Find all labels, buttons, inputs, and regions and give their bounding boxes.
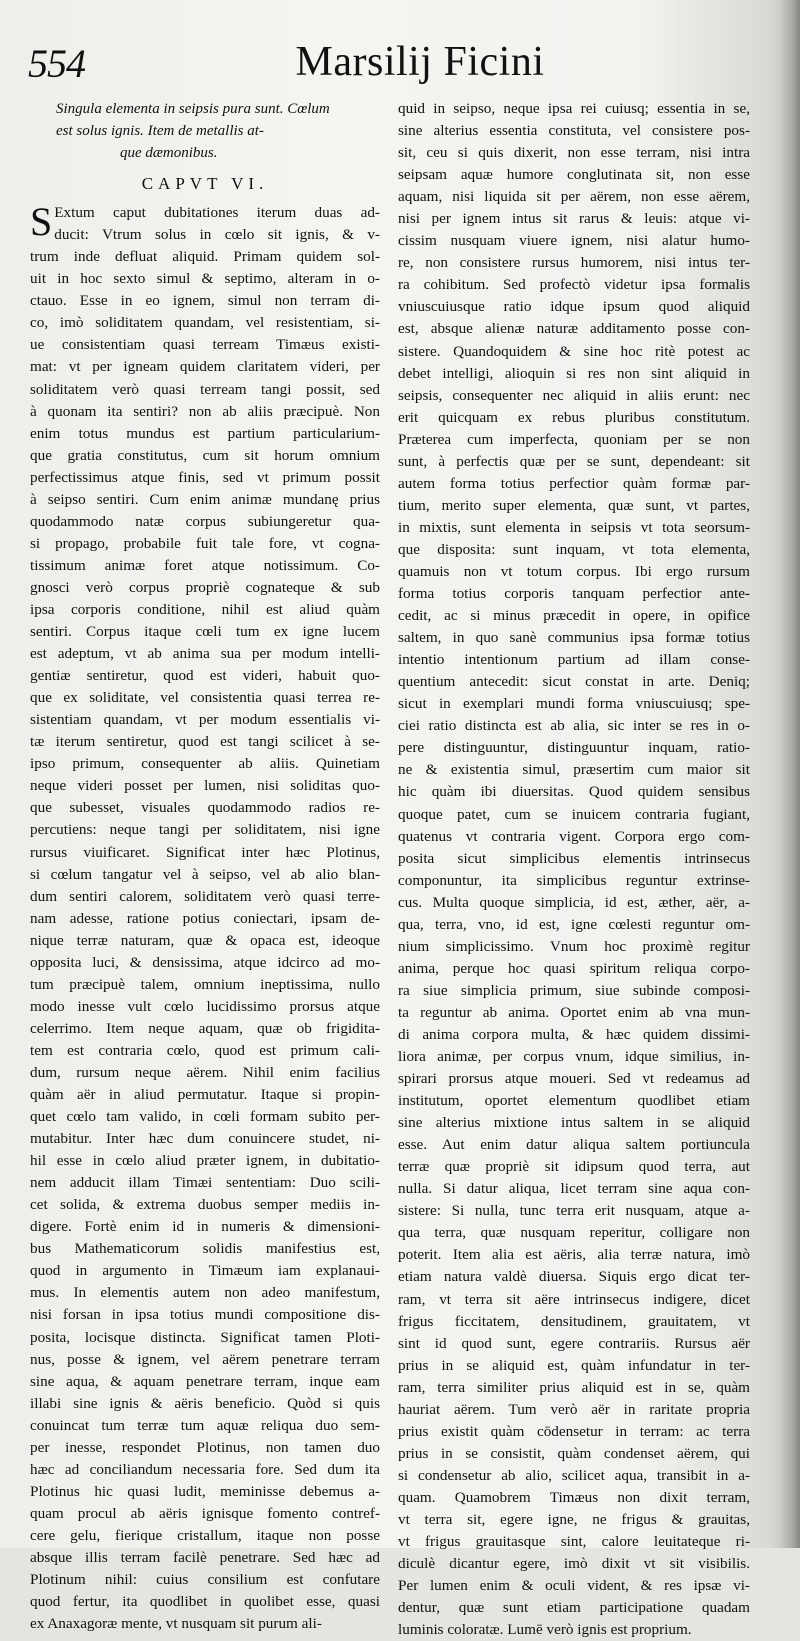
text-line: sint id quod sunt, egere contrariis. Rursus aër bbox=[398, 1334, 750, 1352]
text-line: quet cœlo tam valido, in cœli formam subito per- bbox=[30, 1108, 380, 1126]
text-line: hæc ad conciliandum necessaria fore. Sed dum ita bbox=[30, 1460, 380, 1478]
text-line: ex Anaxagoræ mente, vt nusquam sit purum ali- bbox=[30, 1615, 322, 1633]
text-line: ra siue simplicia primum, siue subinde composi- bbox=[398, 981, 750, 999]
text-line: sicut in exemplari mundi forma vniuscuiusq; spe- bbox=[398, 695, 750, 713]
text-line: à quonam ita sentiri? non ab aliis præcipuè. Non bbox=[30, 402, 380, 420]
text-line: dentur, quæ sunt etiam participatione quadam bbox=[398, 1599, 750, 1617]
text-line: sine alterius essentia constituta, vel consistere pos- bbox=[398, 122, 750, 140]
text-line: institutum, oportet elementum quodlibet etiam bbox=[398, 1092, 750, 1110]
text-line: ipso primum, consequenter ab aliis. Quinetiam bbox=[30, 755, 380, 773]
text-line: quàm aër in aliud permutatur. Itaque si propin- bbox=[30, 1086, 380, 1104]
text-line: di anima corpora multa, & hæc quidem dissimi- bbox=[398, 1025, 750, 1043]
text-line: ram, terra similiter prius aliquid est in se, quàm bbox=[398, 1378, 750, 1396]
text-line: pere distinguuntur, distinguuntur inquam, ratio- bbox=[398, 739, 750, 757]
text-line: digere. Fortè enim id in numeris & dimensioni- bbox=[30, 1218, 380, 1236]
text-line: tium, merito super elementa, quæ sunt, vt partes, bbox=[398, 496, 750, 514]
text-line: opposita luci, & densissima, atque idcirco ad mo- bbox=[30, 953, 380, 971]
text-line: si cœlum tangatur vel à seipso, vel ab alio blan- bbox=[30, 865, 380, 883]
text-line: sunt, à perfectis quæ per se sunt, dependeant: sit bbox=[398, 452, 750, 470]
text-line: cissim nusquam viuere ignem, nisi alatur humo- bbox=[398, 232, 750, 250]
text-line: est, absque alienæ naturæ additamento posse con- bbox=[398, 320, 750, 338]
text-line: saltem, in quo sanè communius ipsa formæ totius bbox=[398, 629, 750, 647]
running-title: Marsilij Ficini bbox=[295, 39, 545, 85]
text-line: tem est contraria cœlo, quod est primum cali- bbox=[30, 1041, 380, 1059]
text-line: Extum caput dubitationes iterum duas ad- bbox=[54, 204, 380, 222]
text-line: ipsa corporis conditione, nihil est aliud quàm bbox=[30, 600, 380, 618]
text-line: quod fertur, ita quodlibet in quolibet esse, quasi bbox=[30, 1593, 380, 1611]
text-line: ducit: Vtrum solus in cœlo sit ignis, & v- bbox=[54, 226, 380, 244]
text-line: hic quàm ibi diuersitas. Quod quidem sensibus bbox=[398, 783, 750, 801]
text-line: quodammodo natæ corpus subiungeretur qua- bbox=[30, 512, 380, 530]
right-column-text bbox=[398, 98, 750, 1641]
text-line: quod in argumento in Timæum iam explanaui- bbox=[30, 1262, 380, 1280]
text-line: ne & existentia simul, præsertim cum maior sit bbox=[398, 761, 750, 779]
text-line: nam adesse, ratione potius coniectari, ipsam de- bbox=[30, 909, 380, 927]
text-line: re, non consistere rursus humorem, nisi intus ter- bbox=[398, 254, 750, 272]
text-line: celerrimo. Item neque aquam, quæ ob frigidita- bbox=[30, 1019, 380, 1037]
text-line: ctauo. Esse in eo ignem, simul non terram di- bbox=[30, 292, 380, 310]
text-line: mutabitur. Inter hæc dum conuincere studet, ni- bbox=[30, 1130, 380, 1148]
text-line: diculè dicantur egere, imò dixit vt sit visibilis. bbox=[398, 1555, 750, 1573]
text-line: prius in se consistit, quàm condenset aërem, qui bbox=[398, 1444, 750, 1462]
text-line: intentio intentionum partium ad illam conse- bbox=[398, 651, 750, 669]
text-line: sine aqua, & aquam penetrare terram, inque eam bbox=[30, 1372, 380, 1390]
text-line: sentiri. Corpus itaque cœli tum ex igne lucem bbox=[30, 623, 380, 641]
text-line: co, imò soliditatem quandam, vel resistentiam, si- bbox=[30, 314, 380, 332]
text-line: quam procul ab aëris ignisque fomento contref- bbox=[30, 1504, 380, 1522]
text-line: etiam natura valdè diuersa. Siquis ergo dicat ter- bbox=[398, 1268, 750, 1286]
text-line: spirari prorsus atque moueri. Sed vt redeamus ad bbox=[398, 1070, 750, 1088]
text-line: hil esse in cœlo aliud præter ignem, in dubitatio- bbox=[30, 1152, 380, 1170]
text-line: est adeptum, vt ab anima sua per modum intelli- bbox=[30, 645, 380, 663]
text-line: Præterea cum imperfecta, quoniam per se non bbox=[398, 430, 750, 448]
text-line: illabi sine ignis & aëris beneficio. Quòd si quis bbox=[30, 1394, 380, 1412]
text-line: ue consistentiam quasi terream Timæus existi- bbox=[30, 336, 380, 354]
text-line: tum præcipuè talem, omnium ineptissima, nullo bbox=[30, 975, 380, 993]
summary-line: Singula elementa in seipsis pura sunt. Cœlum bbox=[56, 101, 330, 117]
text-line: posita sicut simplicibus elementis intrinsecus bbox=[398, 849, 750, 867]
text-line: prius in se aliquid est, quàm infundatur in ter- bbox=[398, 1356, 750, 1374]
text-line: esse. Aut enim datur aliqua saltem portiuncula bbox=[398, 1136, 750, 1154]
text-line: quentium antecedit: sicut constat in arte. Deniq; bbox=[398, 673, 750, 691]
text-line: modo inesse vult cœlo lucidissimo prorsus atque bbox=[30, 997, 380, 1015]
text-line: nium simplicissimo. Vnum hoc proximè regitur bbox=[398, 937, 750, 955]
text-line: sine alterius mixtione intus saltem in se aliquid bbox=[398, 1114, 750, 1132]
text-line: quid in seipso, neque ipsa rei cuiusq; essentia in se, bbox=[398, 100, 750, 117]
text-line: posita, locisque distincta. Significat tamen Ploti- bbox=[30, 1328, 380, 1346]
text-line: qua terra, quæ nusquam reperitur, colligare non bbox=[398, 1224, 750, 1242]
left-column bbox=[30, 98, 380, 1635]
text-line: sistere. Quandoquidem & sine hoc ritè potest ac bbox=[398, 342, 750, 360]
text-line: trum inde defluat aliquid. Primam quidem sol- bbox=[30, 248, 380, 266]
text-line: forma totius corporis tanquam perfectior ante- bbox=[398, 585, 750, 603]
text-line: que subesset, visuales quodammodo radios re- bbox=[30, 799, 380, 817]
text-line: conuincat tum terræ tum aquæ reliqua duo sem- bbox=[30, 1416, 380, 1434]
text-line: terræ quæ propriè sit idipsum quod terra, aut bbox=[398, 1158, 750, 1176]
text-line: si propago, probabile fuit tale fore, vt cogna- bbox=[30, 534, 380, 552]
text-line: componuntur, ita simplicibus reguntur extrinse- bbox=[398, 871, 750, 889]
text-line: autem forma totius perfectior quàm formæ par- bbox=[398, 474, 750, 492]
text-line: nique terræ naturam, quæ & opaca est, ideoque bbox=[30, 931, 380, 949]
text-line: liora animæ, per corpus vnum, idque similius, in- bbox=[398, 1048, 750, 1066]
text-line: sistere: Si nulla, tunc terra erit nusquam, atque a- bbox=[398, 1202, 750, 1220]
text-line: prius existit quàm cōdensetur in terram: ac terra bbox=[398, 1422, 750, 1440]
text-line: debet intelligi, alioquin si res non sint aliquid in bbox=[398, 364, 750, 382]
text-line: soliditatem verò quasi terream tangi possit, sed bbox=[30, 380, 380, 398]
text-line: quatenus vt contraria vigent. Corpora ergo com- bbox=[398, 827, 750, 845]
text-line: uit in hoc sexto simul & septimo, alteram in o- bbox=[30, 270, 380, 288]
text-line: cus. Multa quoque simplicia, id est, æther, aër, a- bbox=[398, 893, 750, 911]
text-line: tissimum animæ foret atque notissimum. Co- bbox=[30, 556, 380, 574]
text-line: vt terra sit, egere igne, ne frigus & grauitas, bbox=[398, 1511, 750, 1528]
text-line: dum, rursum neque aërem. Nihil enim facilius bbox=[30, 1063, 380, 1081]
text-line: gnosci verò corpus propriè cognateque & sub bbox=[30, 578, 380, 596]
text-line: que ex soliditate, vel consistentia quasi terrea re- bbox=[30, 689, 380, 707]
text-line: Per lumen enim & oculi vident, & res ipsæ vi- bbox=[398, 1577, 750, 1595]
gutter-shadow bbox=[780, 0, 800, 1548]
text-line: tæ iterum sentiretur, quod est tangi scilicet à se- bbox=[30, 733, 380, 751]
text-line: in mixtis, sunt elementa in seipsis vt tota seorsum- bbox=[398, 518, 750, 536]
text-line: seipsis, consequenter nec aliquid in aliis erunt: nec bbox=[398, 386, 750, 404]
text-line: mat: vt per igneam quidem claritatem videri, per bbox=[30, 358, 380, 376]
text-line: vniuscuiusque ratio idque ipsum quod aliquid bbox=[398, 298, 750, 316]
left-column-text bbox=[30, 199, 380, 1635]
text-line: bus Mathematicorum solidis manifestius est, bbox=[30, 1240, 380, 1258]
text-line: absque illis terram facilè penetrare. Sed hæc ad bbox=[30, 1549, 380, 1566]
text-line: Plotinum nihil: cuius consilium est confutare bbox=[30, 1571, 380, 1589]
text-line: cedit, ac si minus præcedit in opere, in opifice bbox=[398, 607, 750, 625]
text-line: qua, terra, vno, id est, igne cœlesti reguntur om- bbox=[398, 915, 750, 933]
text-line: dum sentiri calorem, soliditatem verò quasi terre- bbox=[30, 887, 380, 905]
text-line: seipsam aquæ humore conglutinata sit, non esse bbox=[398, 166, 750, 184]
text-line: nisi forsan in ipsa totius mundi compositione dis- bbox=[30, 1306, 380, 1324]
text-line: rursus viuificaret. Significat inter hæc Plotinus, bbox=[30, 843, 380, 861]
summary-line: est solus ignis. Item de metallis at- bbox=[56, 123, 264, 140]
text-line: que disposita: sunt inquam, vt tota elementa, bbox=[398, 540, 750, 558]
text-line: erit quicquam ex rebus pluribus constitutum. bbox=[398, 408, 750, 426]
text-line: frigus ficcitatem, densitudinem, grauitatem, vt bbox=[398, 1312, 750, 1330]
text-line: si condensetur ab alio, scilicet aqua, transibit in a- bbox=[398, 1466, 750, 1484]
text-line: Plotinus hic quasi ludit, meminisse debemus a- bbox=[30, 1482, 380, 1500]
page-number: 554 bbox=[28, 41, 85, 86]
text-line: luminis coloratæ. Lumē verò ignis est proprium. bbox=[398, 1621, 692, 1639]
text-line: nulla. Si datur aliqua, licet terram sine aqua con- bbox=[398, 1180, 750, 1198]
text-line: nus, posse & ignem, vel aërem penetrare terram bbox=[30, 1350, 380, 1368]
right-column bbox=[398, 98, 750, 1641]
text-line: vt frigus grauitasque sint, calore leuitateque ri- bbox=[398, 1533, 750, 1551]
text-line: perfectissimus atque finis, sed vt primum possit bbox=[30, 468, 380, 486]
text-line: à seipso sentiri. Cum enim animæ mundanę prius bbox=[30, 490, 380, 508]
text-line: ta reguntur ab anima. Oportet enim ab vna mun- bbox=[398, 1003, 750, 1021]
text-line: mus. In elementis autem non adeo manifestum, bbox=[30, 1284, 380, 1302]
text-line: enim totus mundus est partium particularium- bbox=[30, 424, 380, 442]
text-line: gentiæ sentiretur, quod est videri, habuit quo- bbox=[30, 667, 380, 685]
text-line: ram, vt terra sit aëre intrinsecus indigere, dicet bbox=[398, 1290, 750, 1308]
text-line: anima, perque hoc quasi spiritum reliqua corpo- bbox=[398, 959, 750, 977]
text-line: nem adducit illam Timæi sententiam: Duo scili- bbox=[30, 1174, 380, 1192]
text-line: nisi per ignem intus sit rarus & leuis: atque vi- bbox=[398, 210, 750, 228]
text-line: aquam, nisi liquida sit per aërem, non esse aërem, bbox=[398, 188, 750, 206]
chapter-summary bbox=[30, 98, 380, 164]
text-line: hauriat aërem. Tum verò aër in raritate propria bbox=[398, 1400, 750, 1418]
text-line: ra cohibitum. Sed profectò videtur ipsa formalis bbox=[398, 276, 750, 294]
text-line: cere gelu, fierique cristallum, itaque non posse bbox=[30, 1526, 380, 1544]
text-line: ciei ratio distincta est ab alia, sic inter se res in o- bbox=[398, 717, 750, 735]
drop-cap: S bbox=[30, 199, 53, 245]
text-line: per inesse, respondet Plotinus, non tamen duo bbox=[30, 1438, 380, 1456]
text-line: que gratia constitutus, cum sit horum omnium bbox=[30, 446, 380, 464]
text-line: quamuis non vt totum corpus. Ibi ergo rursum bbox=[398, 562, 750, 580]
summary-line: que dæmonibus. bbox=[120, 145, 218, 162]
text-line: poterit. Item alia est aëris, alia terræ natura, imò bbox=[398, 1246, 750, 1264]
chapter-heading: CAPVT VI. bbox=[141, 174, 269, 194]
text-line: percutiens: neque tangi per soliditatem, nisi igne bbox=[30, 821, 380, 839]
text-line: quoque patet, cum se inuicem contraria fugiant, bbox=[398, 805, 750, 823]
text-line: sit, ceu si quis dixerit, non esse terram, nisi intra bbox=[398, 144, 750, 162]
text-line: quam. Quamobrem Timæus non dixit terram, bbox=[398, 1488, 750, 1506]
text-line: cet solida, & extrema duobus semper mediis in- bbox=[30, 1196, 380, 1214]
text-line: neque videri posset per lumen, nisi soliditas quo- bbox=[30, 777, 380, 795]
text-line: sistentiam quandam, vt per modum essentialis vi- bbox=[30, 711, 380, 729]
